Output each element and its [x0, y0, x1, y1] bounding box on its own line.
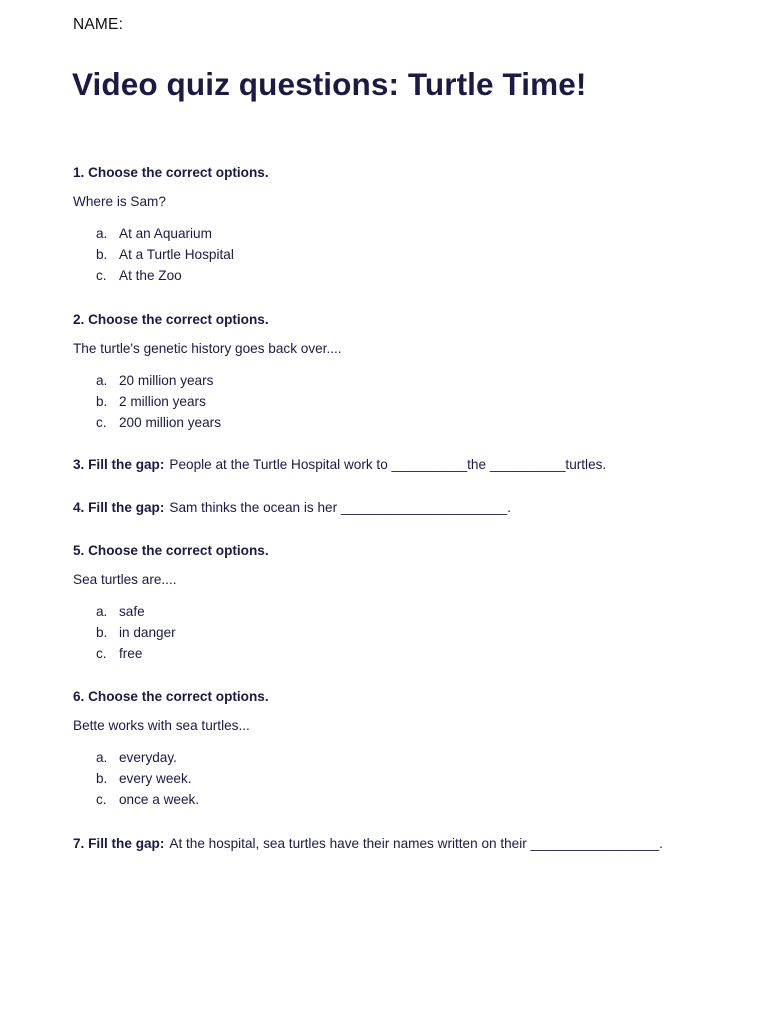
option-letter: b. — [96, 394, 108, 409]
option-item — [73, 768, 733, 789]
option-letter: c. — [96, 646, 107, 661]
question-label: 3. Fill the gap: — [73, 457, 165, 472]
option-item — [73, 265, 733, 286]
option-letter: c. — [96, 415, 107, 430]
option-list — [73, 747, 733, 810]
option-item — [73, 391, 733, 412]
option-letter: a. — [96, 226, 108, 241]
option-text: safe — [119, 604, 145, 619]
option-item — [73, 747, 733, 768]
question-heading: 1. Choose the correct options. — [73, 165, 269, 180]
option-text: once a week. — [119, 792, 200, 807]
option-letter: b. — [96, 625, 108, 640]
option-letter: c. — [96, 792, 107, 807]
question-3 — [73, 454, 733, 475]
page-title: Video quiz questions: Turtle Time! — [72, 66, 587, 102]
option-text: 200 million years — [119, 415, 221, 430]
option-text: At a Turtle Hospital — [119, 247, 234, 262]
gap-sentence: People at the Turtle Hospital work to __________the __________turtles. — [169, 457, 607, 472]
question-6 — [73, 686, 733, 810]
option-text: At the Zoo — [119, 268, 182, 283]
option-text: free — [119, 646, 143, 661]
question-prompt: The turtle's genetic history goes back over.... — [73, 341, 342, 356]
question-prompt: Bette works with sea turtles... — [73, 718, 250, 733]
question-heading: 2. Choose the correct options. — [73, 312, 269, 327]
option-letter: a. — [96, 373, 108, 388]
question-prompt: Where is Sam? — [73, 194, 166, 209]
name-line: NAME: — [73, 16, 124, 33]
option-letter: a. — [96, 750, 108, 765]
option-item — [73, 789, 733, 810]
question-label: 7. Fill the gap: — [73, 836, 165, 851]
option-text: every week. — [119, 771, 192, 786]
option-item — [73, 370, 733, 391]
question-5 — [73, 540, 733, 664]
question-heading: 5. Choose the correct options. — [73, 543, 269, 558]
question-heading: 6. Choose the correct options. — [73, 689, 269, 704]
option-list — [73, 223, 733, 286]
option-list — [73, 601, 733, 664]
option-letter: b. — [96, 771, 108, 786]
option-text: 20 million years — [119, 373, 214, 388]
option-text: 2 million years — [119, 394, 206, 409]
question-4 — [73, 497, 733, 518]
option-item — [73, 601, 733, 622]
gap-sentence: Sam thinks the ocean is her ______________________. — [169, 500, 512, 515]
option-item — [73, 643, 733, 664]
option-list — [73, 370, 733, 433]
question-1 — [73, 162, 733, 286]
option-item — [73, 244, 733, 265]
gap-sentence: At the hospital, sea turtles have their names written on their _________________. — [169, 836, 663, 851]
option-text: in danger — [119, 625, 176, 640]
option-text: At an Aquarium — [119, 226, 212, 241]
option-item — [73, 412, 733, 433]
question-label: 4. Fill the gap: — [73, 500, 165, 515]
question-7 — [73, 833, 733, 854]
option-item — [73, 223, 733, 244]
option-text: everyday. — [119, 750, 177, 765]
option-letter: c. — [96, 268, 107, 283]
question-2 — [73, 309, 733, 433]
question-prompt: Sea turtles are.... — [73, 572, 177, 587]
option-item — [73, 622, 733, 643]
option-letter: b. — [96, 247, 108, 262]
option-letter: a. — [96, 604, 108, 619]
